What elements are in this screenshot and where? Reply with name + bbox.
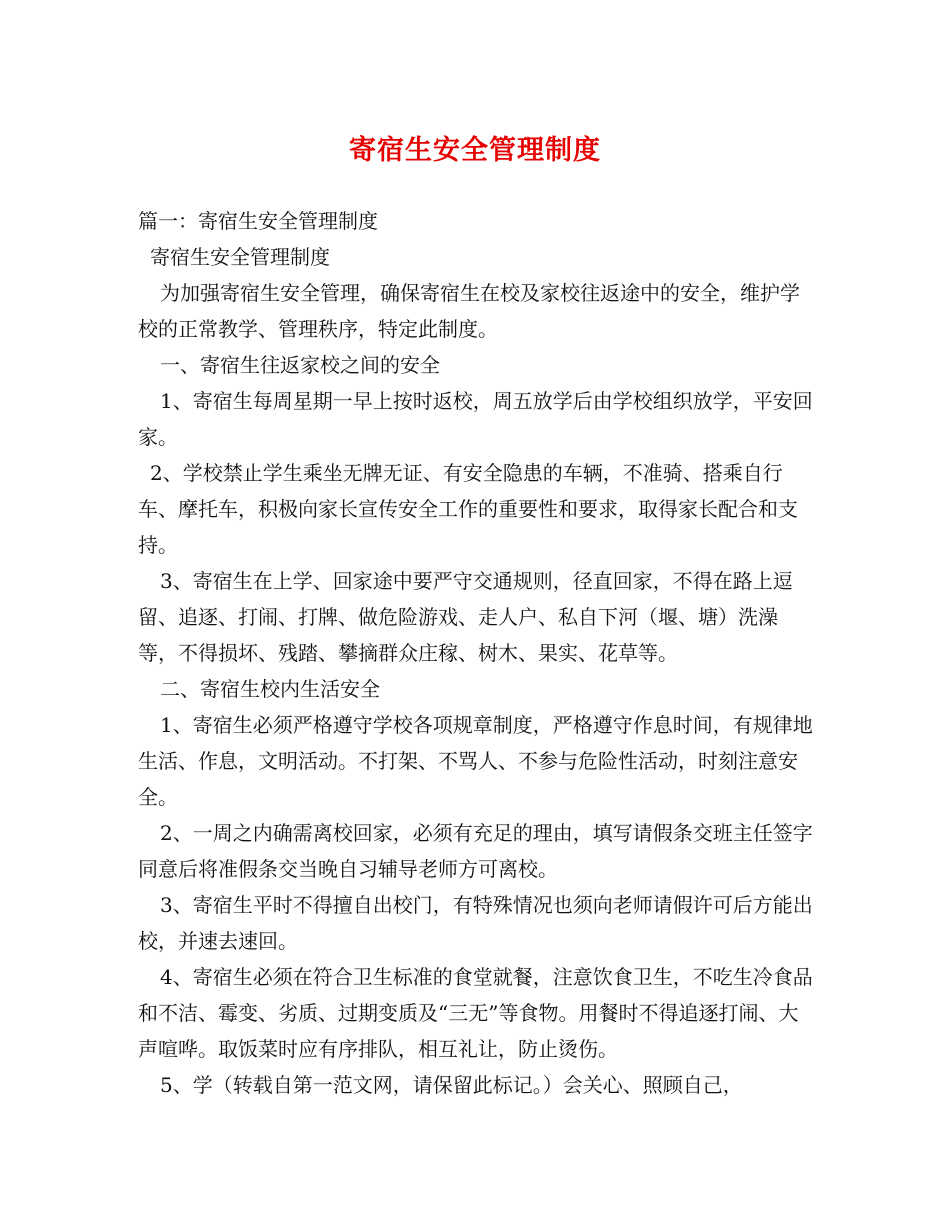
body-paragraph: 1、寄宿生每周星期一早上按时返校，周五放学后由学校组织放学，平安回家。 [138, 389, 813, 449]
intro-paragraph: 为加强寄宿生安全管理，确保寄宿生在校及家校往返途中的安全，维护学校的正常教学、管理秩序，特定此制度。 [138, 281, 800, 341]
body-paragraph: 2、学校禁止学生乘坐无牌无证、有安全隐患的车辆，不准骑、搭乘自行车、摩托车，积极向家长宣传安全工作的重要性和要求，取得家长配合和支持。 [138, 461, 798, 557]
body-paragraph: 5、学（转载自第一范文网，请保留此标记。）会关心、照顾自己， [160, 1073, 743, 1097]
body-paragraph: 1、寄宿生必须严格遵守学校各项规章制度，严格遵守作息时间，有规律地生活、作息，文明活动。不打架、不骂人、不参与危险性活动，时刻注意安全。 [138, 713, 813, 809]
body-paragraph: 3、寄宿生在上学、回家途中要严守交通规则，径直回家，不得在路上逗留、追逐、打闹、打牌、做危险游戏、走人户、私自下河（堰、塘）洗澡等，不得损坏、残踏、攀摘群众庄稼、树木、果实、花草等。 [138, 569, 793, 665]
body-paragraph: 2、一周之内确需离校回家，必须有充足的理由，填写请假条交班主任签字同意后将准假条交当晚自习辅导老师方可离校。 [138, 821, 813, 881]
document-title: 寄宿生安全管理制度 [349, 135, 601, 166]
part-heading: 二、寄宿生校内生活安全 [160, 677, 380, 701]
body-paragraph: 3、寄宿生平时不得擅自出校门，有特殊情况也须向老师请假许可后方能出校，并速去速回。 [138, 893, 813, 953]
part-heading: 一、寄宿生往返家校之间的安全 [160, 353, 440, 377]
section-heading: 篇一：寄宿生安全管理制度 [138, 209, 378, 233]
body-paragraph: 4、寄宿生必须在符合卫生标准的食堂就餐，注意饮食卫生，不吃生冷食品和不洁、霉变、劣质、过期变质及“三无”等食物。用餐时不得追逐打闹、大声喧哗。取饭菜时应有序排队，相互礼让，防止烫伤。 [138, 965, 813, 1061]
subsection-heading: 寄宿生安全管理制度 [150, 245, 330, 269]
document-body [138, 203, 816, 1103]
